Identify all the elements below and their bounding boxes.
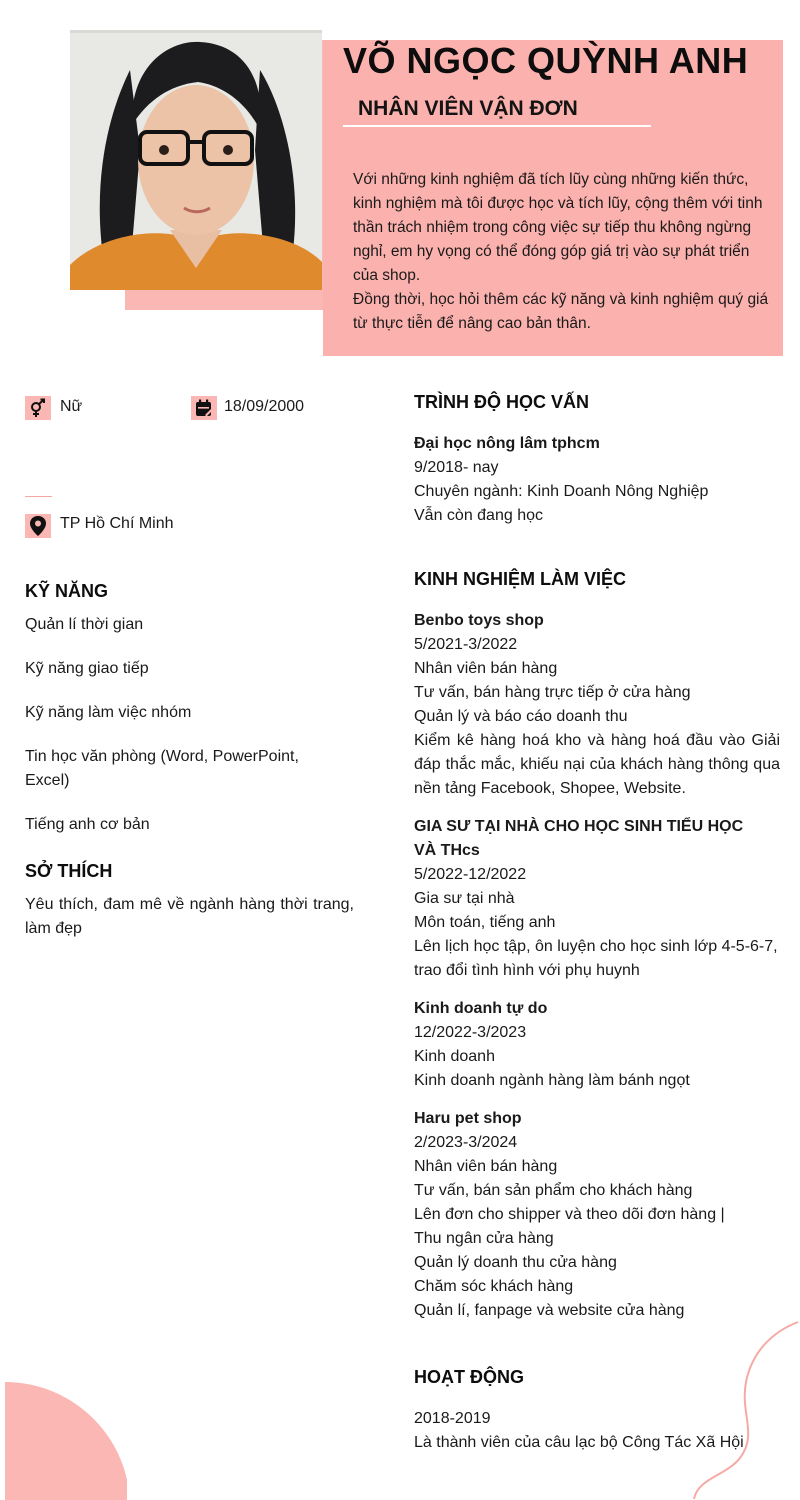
job-period: 2/2023-3/2024	[414, 1134, 518, 1151]
education-period: 9/2018- nay	[414, 459, 499, 476]
skill-item: Quản lí thời gian	[25, 616, 144, 633]
education-status: Vẫn còn đang học	[414, 507, 543, 524]
profile-photo	[70, 30, 322, 290]
job-detail: Tư vấn, bán sản phẩm cho khách hàng	[414, 1182, 693, 1199]
summary-paragraph: Đồng thời, học hỏi thêm các kỹ năng và kinh nghiệm quý giá từ thực tiễn để nâng cao bản thân.	[353, 291, 769, 332]
school-name: Đại học nông lâm tphcm	[414, 435, 600, 452]
job-role: Nhân viên bán hàng	[414, 660, 558, 677]
education-major: Chuyên ngành: Kinh Doanh Nông Nghiệp	[414, 483, 709, 500]
decorative-corner-shape	[5, 1382, 127, 1500]
candidate-name: VÕ NGỌC QUỲNH ANH	[343, 40, 749, 81]
skill-item: Tiếng anh cơ bản	[25, 816, 150, 833]
experience-heading: KINH NGHIỆM LÀM VIỆC	[414, 569, 627, 589]
divider	[25, 496, 52, 497]
hobbies-heading: SỞ THÍCH	[25, 861, 113, 881]
job-company: GIA SƯ TẠI NHÀ CHO HỌC SINH TIỂU HỌC VÀ THcs	[414, 818, 744, 859]
activity-description: Là thành viên của câu lạc bộ Công Tác Xã Hội	[414, 1434, 744, 1451]
education-heading: TRÌNH ĐỘ HỌC VẤN	[414, 392, 589, 412]
job-entry	[414, 815, 780, 983]
gender-value: Nữ	[60, 398, 83, 415]
job-title: NHÂN VIÊN VẬN ĐƠN	[358, 97, 578, 120]
job-detail: Kinh doanh ngành hàng làm bánh ngọt	[414, 1072, 690, 1089]
job-entry	[414, 609, 780, 801]
job-detail: Môn toán, tiếng anh	[414, 914, 556, 931]
job-detail: Lên lịch học tập, ôn luyện cho học sinh lớp 4-5-6-7, trao đổi tình hình với phụ huynh	[414, 938, 778, 979]
job-entry	[414, 1107, 780, 1323]
job-detail: Chăm sóc khách hàng	[414, 1278, 574, 1295]
job-detail: Tư vấn, bán hàng trực tiếp ở cửa hàng	[414, 684, 691, 701]
job-company: Kinh doanh tự do	[414, 1000, 548, 1017]
summary-paragraph: Với những kinh nghiệm đã tích lũy cùng những kiến thức, kinh nghiệm mà tôi được học và tích lũy, cộng thêm với tinh thần trách nhiệm trong công việc sự tiếp thu không ngừng nghỉ, em hy vọng có thể đóng góp giá trị vào sự phát triển của shop.	[353, 171, 763, 284]
job-company: Haru pet shop	[414, 1110, 522, 1127]
job-period: 5/2022-12/2022	[414, 866, 527, 883]
skill-item: Kỹ năng làm việc nhóm	[25, 704, 192, 721]
skills-heading: KỸ NĂNG	[25, 581, 109, 601]
job-role: Gia sư tại nhà	[414, 890, 515, 907]
job-detail: Quản lí, fanpage và website cửa hàng	[414, 1302, 685, 1319]
job-entry	[414, 997, 780, 1093]
birthday-value: 18/09/2000	[224, 398, 305, 415]
calendar-icon	[191, 396, 217, 420]
job-company: Benbo toys shop	[414, 612, 544, 629]
career-summary	[353, 168, 773, 336]
job-period: 12/2022-3/2023	[414, 1024, 527, 1041]
gender-icon	[25, 396, 51, 420]
activities-heading: HOẠT ĐỘNG	[414, 1367, 524, 1387]
job-detail: Lên đơn cho shipper và theo dõi đơn hàng | Thu ngân cửa hàng	[414, 1206, 725, 1247]
skill-item: Kỹ năng giao tiếp	[25, 660, 149, 677]
hobbies-text: Yêu thích, đam mê về ngành hàng thời trang, làm đẹp	[25, 896, 354, 937]
job-detail: Kiểm kê hàng hoá kho và hàng hoá đầu vào Giải đáp thắc mắc, khiếu nại của khách hàng thông qua nền tảng Facebook, Shopee, Website.	[414, 732, 780, 797]
location-pin-icon	[25, 514, 51, 538]
location-value: TP Hồ Chí Minh	[60, 515, 174, 532]
job-detail: Quản lý và báo cáo doanh thu	[414, 708, 628, 725]
activity-period: 2018-2019	[414, 1410, 491, 1427]
job-role: Nhân viên bán hàng	[414, 1158, 558, 1175]
job-role: Kinh doanh	[414, 1048, 495, 1065]
skills-list	[25, 613, 355, 857]
activities-block	[414, 1407, 780, 1455]
title-underline	[343, 125, 651, 127]
job-period: 5/2021-3/2022	[414, 636, 518, 653]
job-detail: Quản lý doanh thu cửa hàng	[414, 1254, 617, 1271]
experience-list	[414, 609, 780, 1337]
skill-item: Tin học văn phòng (Word, PowerPoint, Excel)	[25, 748, 299, 789]
education-block	[414, 432, 780, 528]
